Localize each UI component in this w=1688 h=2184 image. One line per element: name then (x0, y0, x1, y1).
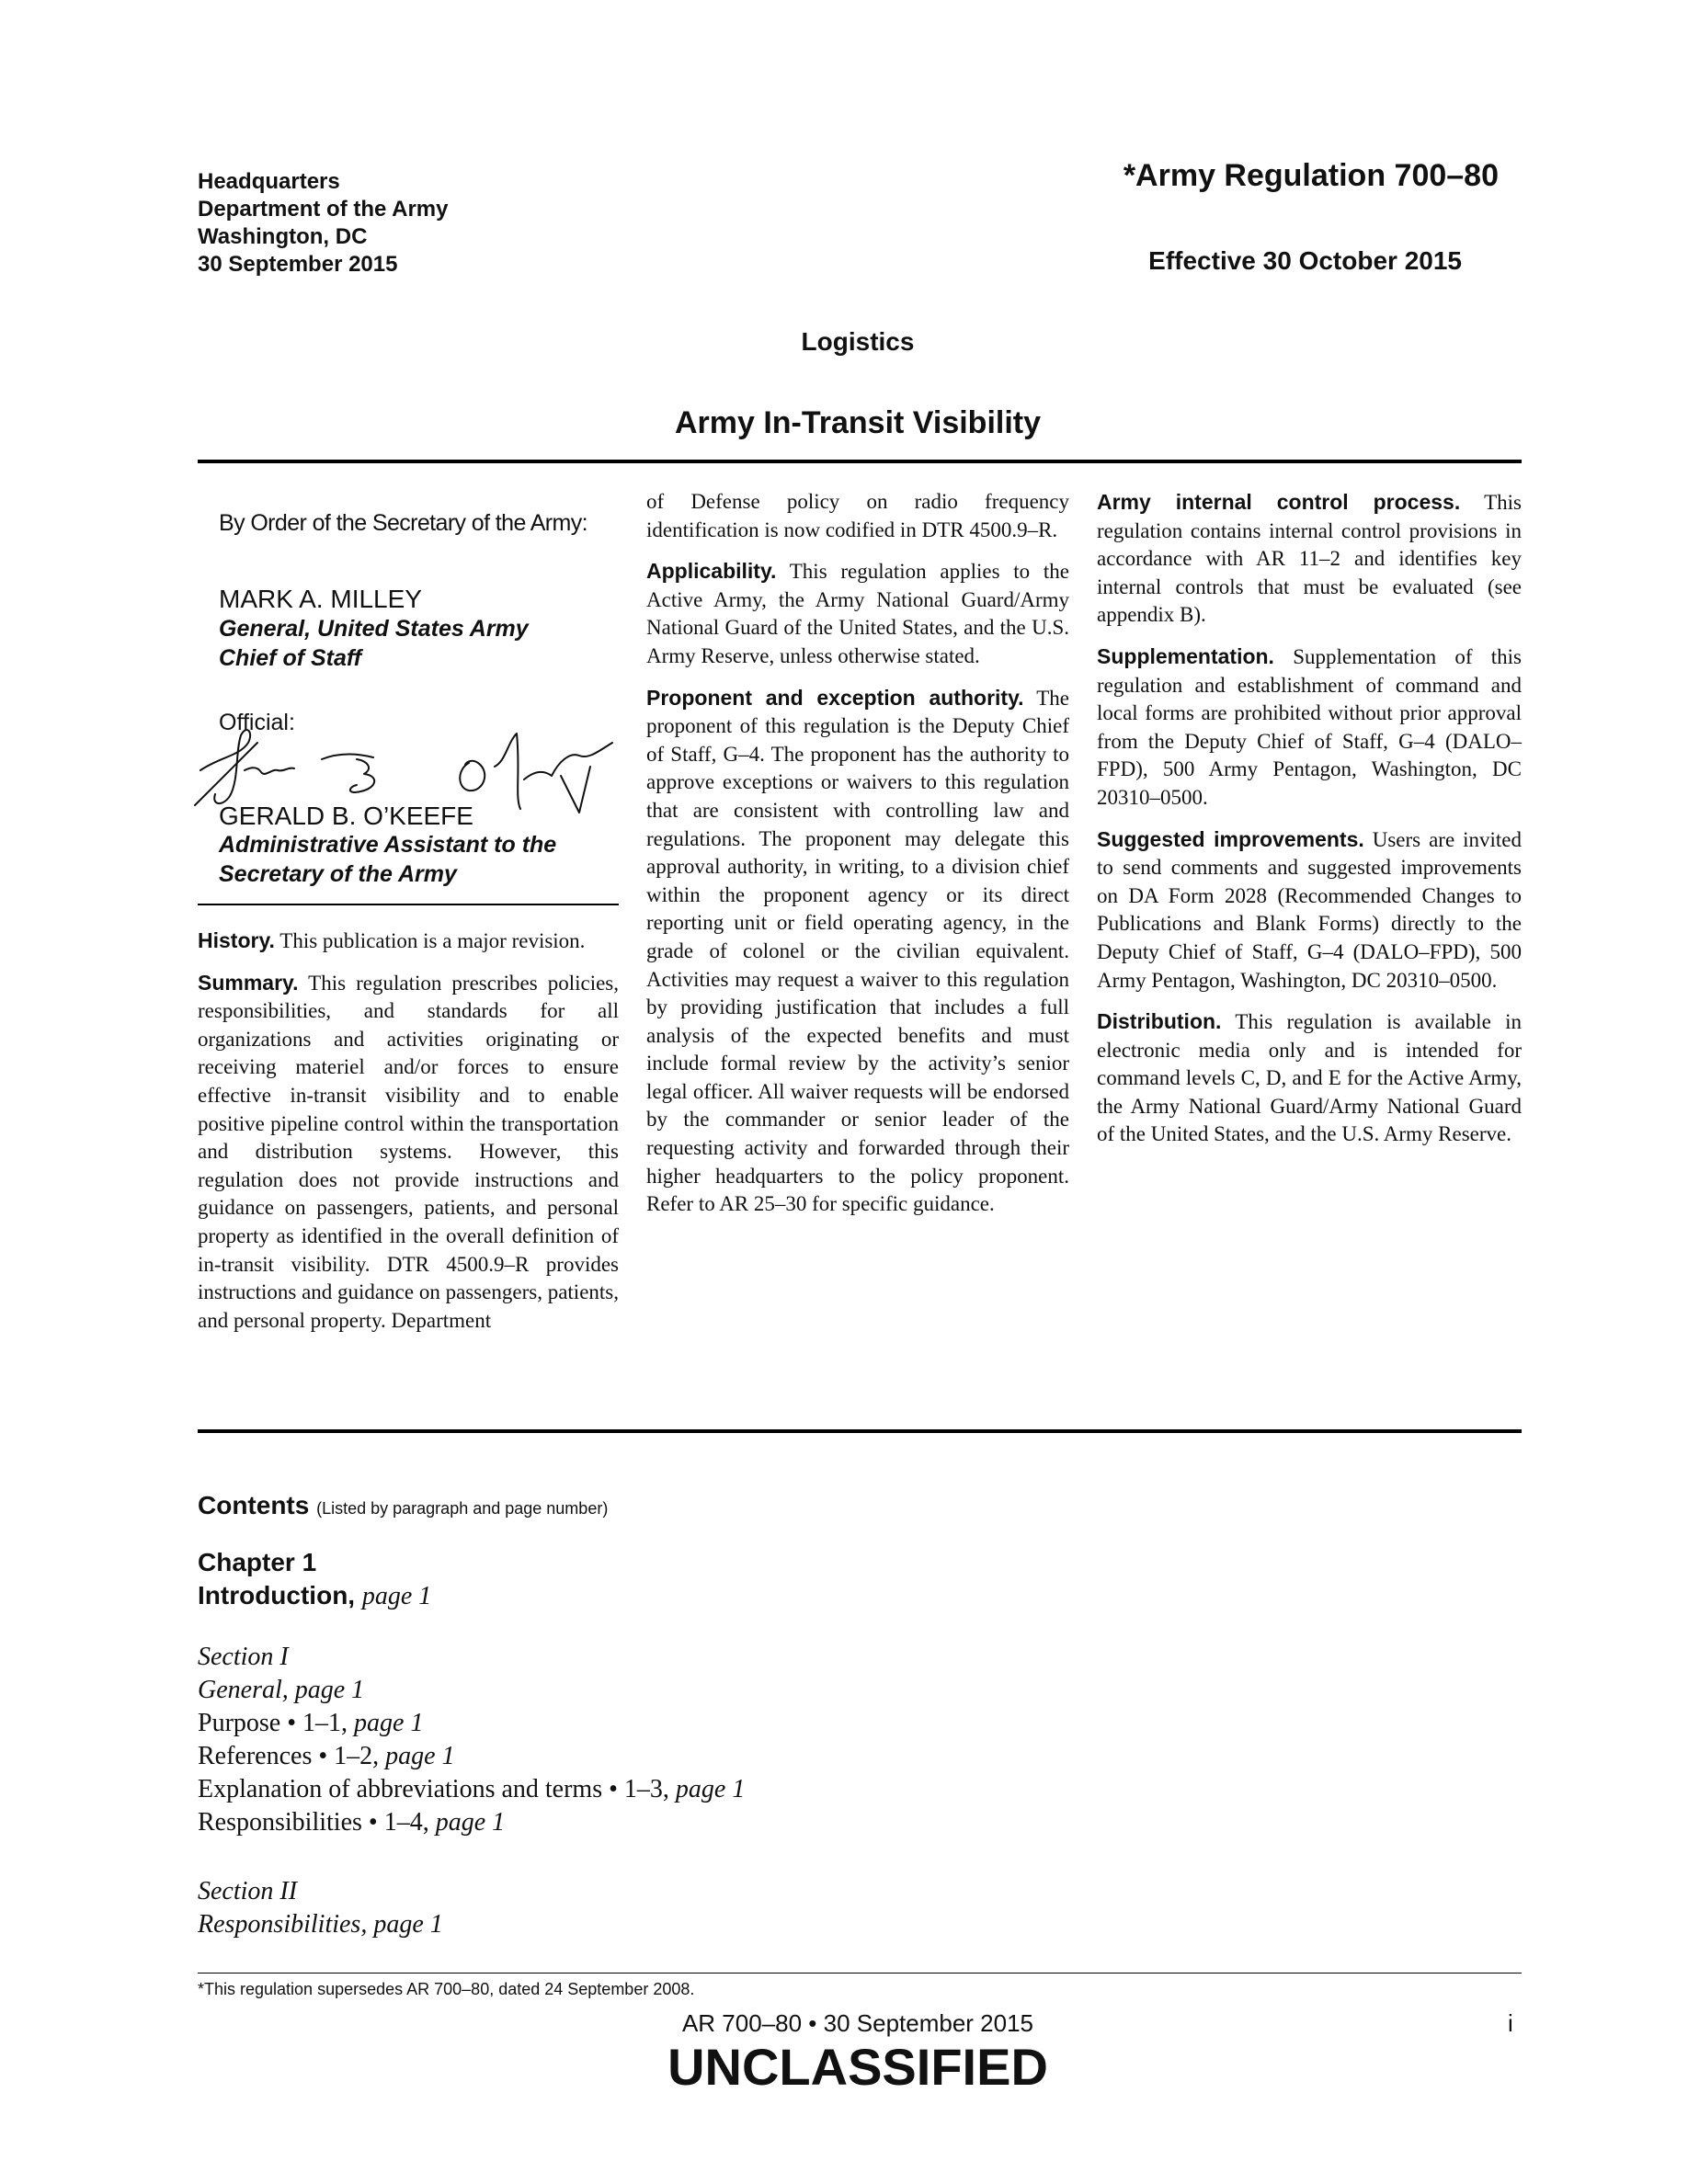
hq-line: Headquarters (198, 169, 340, 194)
supplementation-text: Supplementation of this regulation and establishment of command and local forms are prohibited without prior approval from the Deputy Chief of Staff, G–4 (DALO–FPD), 500 Army Pentagon, Washington, DC 20310–0500. (1097, 644, 1522, 809)
applicability-paragraph (646, 557, 1069, 670)
contents-title: Contents (198, 1491, 310, 1519)
hq-line: Washington, DC (198, 224, 368, 249)
toc-entry-page: page 1 (354, 1709, 424, 1737)
history-paragraph (198, 927, 619, 956)
section-title-link[interactable]: General, page 1 (198, 1676, 365, 1704)
proponent-heading: Proponent and exception authority. (646, 685, 1024, 710)
toc-entry-title: References (198, 1742, 313, 1770)
bullet: • (368, 1808, 378, 1837)
regulation-number: *Army Regulation 700–80 (1123, 158, 1499, 193)
toc-section-2 (198, 1875, 443, 1941)
distribution-text: This regulation is available in electronic media only and is intended for command levels C, D, and E for the Active Army, the Army National Guard/Army National Guard of the United States, and the U.S. Army Reserve. (1097, 1010, 1522, 1146)
chief-title: General, United States Army (219, 616, 529, 642)
chapter-number: Chapter 1 (198, 1548, 317, 1576)
toc-entry[interactable] (198, 1806, 745, 1839)
toc-entry-para: 1–4, (383, 1808, 429, 1837)
official-title: Secretary of the Army (219, 861, 457, 887)
official-title: Administrative Assistant to the (219, 832, 557, 858)
internal-control-paragraph (1097, 488, 1522, 630)
toc-entry-para: 1–1, (302, 1709, 348, 1737)
footnote: *This regulation supersedes AR 700–80, dated 24 September 2008. (198, 1980, 695, 1998)
bullet: • (287, 1709, 297, 1737)
summary-continuation: of Defense policy on radio frequency identification is now codified in DTR 4500.9–R. (646, 490, 1069, 541)
by-order-line: By Order of the Secretary of the Army: (219, 510, 587, 536)
improvements-heading: Suggested improvements. (1097, 826, 1364, 851)
contents-note: (Listed by paragraph and page number) (316, 1499, 609, 1518)
summary-column-1 (198, 927, 619, 1348)
improvements-text: Users are invited to send comments and suggested improvements on DA Form 2028 (Recommended Changes to Publications and Blank Forms) directly to the Deputy Chief of Staff, G–4 (DALO–FPD), 500 Army Pentagon, Washington, DC 20310–0500. (1097, 827, 1522, 992)
official-titles (219, 830, 623, 889)
bullet: • (318, 1742, 328, 1770)
toc-entry-title: Purpose (198, 1709, 281, 1737)
toc-entry-page: page 1 (675, 1775, 746, 1803)
summary-heading: Summary. (198, 970, 299, 995)
footer-line: AR 700–80 • 30 September 2015 (681, 2009, 1034, 2037)
toc-entry-page: page 1 (385, 1742, 455, 1770)
category-heading: Logistics (801, 327, 915, 356)
document-title: Army In-Transit Visibility (674, 405, 1042, 440)
summary-paragraph (198, 969, 619, 1336)
toc-entry[interactable] (198, 1740, 745, 1773)
distribution-paragraph (1097, 1007, 1522, 1149)
effective-date: Effective 30 October 2015 (1148, 246, 1462, 275)
chief-name: MARK A. MILLEY (219, 585, 422, 613)
chapter-link[interactable] (198, 1581, 431, 1611)
signature-block (219, 510, 623, 736)
headquarters-block (198, 168, 448, 279)
applicability-heading: Applicability. (646, 559, 777, 584)
improvements-paragraph (1097, 825, 1522, 995)
applicability-text: This regulation applies to the Active Army, the Army National Guard/Army National Guard of the United States, and the U.S. Army Reserve, unless otherwise stated. (646, 560, 1069, 667)
page-number: i (1508, 2009, 1513, 2037)
section-title-link[interactable]: Responsibilities, page 1 (198, 1910, 443, 1939)
supplementation-paragraph (1097, 643, 1522, 813)
bullet: • (609, 1775, 618, 1803)
internal-control-heading: Army internal control process. (1097, 490, 1461, 514)
chapter-page: page 1 (361, 1582, 432, 1610)
summary-text: This regulation prescribes policies, responsibilities, and standards for all organizations and activities originating or receiving materiel and/or forces to ensure effective in-transit visibility and to enable positive pipeline control within the transportation and distribution systems. However, this regulation does not provide instructions and guidance on passengers, patients, and personal property as identified in the overall definition of in-transit visibility. DTR 4500.9–R provides instructions and guidance on passengers, patients, and personal property. Department (198, 971, 619, 1332)
hq-line: Department of the Army (198, 197, 449, 222)
summary-column-2 (646, 488, 1069, 1232)
history-text: This publication is a major revision. (274, 929, 586, 952)
toc-entry-para: 1–2, (334, 1742, 380, 1770)
footnote-rule (198, 1973, 1522, 1974)
summary-column-3 (1097, 488, 1522, 1162)
toc-entry[interactable] (198, 1707, 745, 1740)
chapter-title: Introduction, (198, 1581, 356, 1610)
internal-control-text: This regulation contains internal control provisions in accordance with AR 11–2 and identifies key internal controls that must be evaluated (see appendix B). (1097, 491, 1522, 627)
official-label: Official: (219, 710, 295, 735)
proponent-paragraph (646, 684, 1069, 1219)
distribution-heading: Distribution. (1097, 1009, 1222, 1034)
signature-rule (198, 904, 619, 905)
contents-rule (198, 1429, 1522, 1433)
toc-entry-para: 1–3, (623, 1775, 669, 1803)
toc-entry[interactable] (198, 1773, 745, 1806)
toc-entry-title: Responsibilities (198, 1808, 362, 1837)
proponent-text: The proponent of this regulation is the Deputy Chief of Staff, G–4. The proponent has the authority to approve exceptions or waivers to this regulation that are consistent with controlling law and regulations. The proponent may delegate this approval authority, in writing, to a division chief within the proponent agency or its direct reporting unit or field operating agency, in the grade of colonel or the civilian equivalent. Activities may request a waiver to this regulation by providing justification that includes a full analysis of the expected benefits and must include formal review by the activity’s senior legal officer. All waiver requests will be endorsed by the commander or senior leader of the requesting activity and forwarded through their higher headquarters to the policy proponent. Refer to AR 25–30 for specific guidance. (646, 686, 1069, 1216)
contents-heading (198, 1491, 608, 1520)
official-name: GERALD B. O’KEEFE (219, 802, 473, 830)
classification-marking: UNCLASSIFIED (667, 2038, 1048, 2096)
chief-title: Chief of Staff (219, 645, 362, 671)
section-label: Section II (198, 1877, 298, 1905)
toc-entry-page: page 1 (435, 1808, 506, 1837)
supplementation-heading: Supplementation. (1097, 643, 1274, 668)
toc-entry-title: Explanation of abbreviations and terms (198, 1775, 603, 1803)
toc-section-1 (198, 1641, 745, 1839)
hq-line: 30 September 2015 (198, 252, 398, 277)
section-label: Section I (198, 1643, 289, 1671)
header-rule (198, 460, 1522, 463)
history-heading: History. (198, 928, 275, 952)
